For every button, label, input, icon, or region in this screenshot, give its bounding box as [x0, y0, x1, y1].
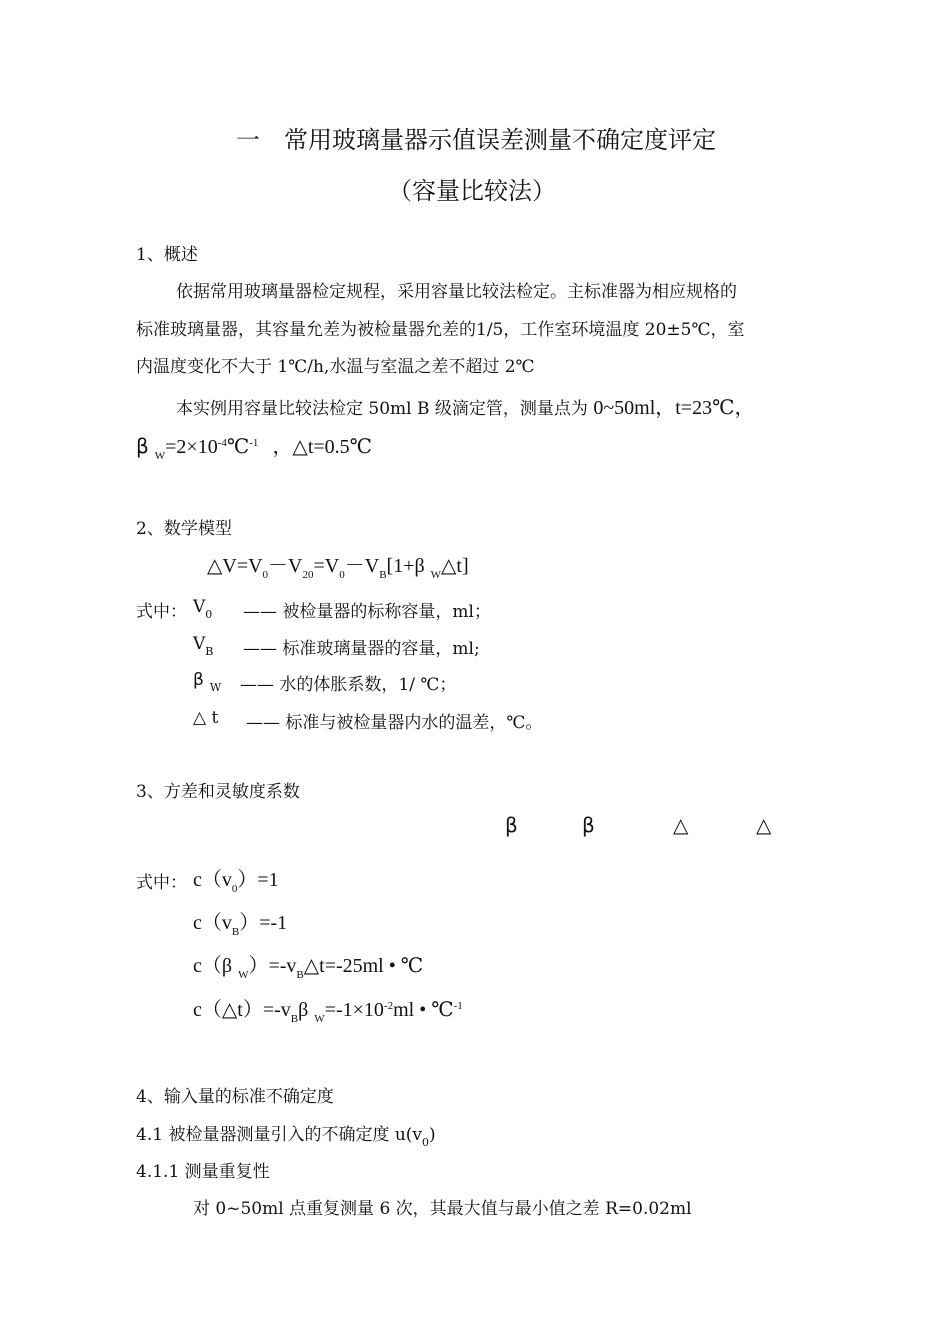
- subscript: B: [231, 926, 240, 938]
- var-symbol: β: [193, 670, 204, 690]
- paragraph-line: [176, 391, 754, 420]
- coef-text: △t=-25ml • ℃: [303, 955, 424, 977]
- var-betaw-desc: —— 水的体胀系数，1/ ℃；: [240, 675, 457, 695]
- subsection-4-1-1: 4.1.1 测量重复性: [136, 1162, 270, 1182]
- subsection-4-1: [136, 1120, 436, 1149]
- formula-part: －V: [268, 555, 303, 577]
- superscript: -1: [249, 437, 259, 449]
- subscript: W: [430, 569, 442, 581]
- subscript: B: [379, 569, 387, 581]
- coef-text: c（β: [193, 955, 233, 977]
- subscript: B: [296, 969, 304, 981]
- subscript: B: [205, 645, 214, 658]
- coef-text: ）=-1: [239, 912, 288, 934]
- section-4-heading: 4、输入量的标准不确定度: [136, 1087, 334, 1107]
- formula-part: △V=V: [207, 555, 263, 577]
- coef-text: c（v: [193, 869, 232, 891]
- model-formula: [207, 549, 469, 581]
- where-label: 式中：: [136, 873, 187, 893]
- subscript: 0: [231, 883, 238, 895]
- subscript: 0: [205, 608, 213, 621]
- coef-c-v0: [193, 863, 279, 895]
- unit-text: ℃: [226, 436, 250, 458]
- coef-value: =2×10: [165, 436, 218, 458]
- coef-text: ）=-v: [248, 955, 297, 977]
- coef-text: ml • ℃: [393, 999, 454, 1021]
- coef-text: β: [298, 999, 309, 1021]
- stray-delta-symbol: △: [673, 815, 689, 837]
- subscript: B: [290, 1013, 299, 1025]
- subscript: W: [314, 1013, 325, 1025]
- formula-part: △t]: [441, 555, 469, 577]
- var-dt-desc: —— 标准与被检量器内水的温差，℃。: [246, 713, 543, 733]
- document-title: 一 常用玻璃量器示值误差测量不确定度评定: [236, 126, 716, 154]
- repeatability-text: 对 0~50ml 点重复测量 6 次，其最大值与最小值之差 R=0.02ml: [193, 1199, 692, 1219]
- formula-part: =V: [313, 555, 340, 577]
- superscript: -2: [383, 1000, 394, 1012]
- beta-coefficient-line: [136, 430, 373, 462]
- section-3-heading: 3、方差和灵敏度系数: [136, 782, 300, 802]
- subsection-text: ): [429, 1125, 436, 1145]
- paragraph-line: 标准玻璃量器，其容量允差为被检量器允差的1/5，工作室环境温度 20±5℃，室: [136, 320, 745, 340]
- var-v0-desc: —— 被检量器的标称容量，ml；: [243, 602, 491, 622]
- var-symbol: V: [193, 634, 206, 654]
- var-vb: [193, 634, 214, 658]
- coef-c-vb: [193, 906, 288, 938]
- var-symbol: V: [193, 597, 206, 617]
- subscript: W: [209, 681, 222, 694]
- var-v0: [193, 597, 213, 621]
- coef-text: =-1×10: [324, 999, 384, 1021]
- superscript: -1: [453, 1000, 463, 1012]
- coef-c-betaw: [193, 949, 424, 981]
- subscript: 0: [262, 569, 269, 581]
- var-betaw: [193, 670, 222, 694]
- delta-t-text: ，△t=0.5℃: [272, 436, 373, 458]
- coef-text: c（v: [193, 912, 232, 934]
- coef-text: c（△t）=-v: [193, 999, 291, 1021]
- subscript: 0: [339, 569, 345, 581]
- where-label: 式中：: [136, 602, 187, 622]
- formula-part: [1+β: [386, 555, 425, 577]
- section-1-heading: 1、概述: [136, 245, 198, 265]
- paragraph-line: 内温度变化不大于 1℃/h,水温与室温之差不超过 2℃: [136, 357, 535, 377]
- example-text: 本实例用容量比较法检定 50ml B 级滴定管，测量点为: [176, 399, 588, 419]
- var-dt: △ t: [193, 708, 219, 728]
- subscript: 0: [422, 1136, 430, 1149]
- section-2-heading: 2、数学模型: [136, 519, 232, 539]
- coef-text: ）=1: [237, 869, 279, 891]
- subscript: 20: [302, 569, 314, 581]
- subscript: W: [238, 969, 249, 981]
- stray-beta-symbol: β: [582, 813, 595, 837]
- subscript: W: [154, 450, 166, 462]
- formula-part: －V: [344, 555, 380, 577]
- coef-c-dt: [193, 993, 463, 1025]
- document-subtitle: （容量比较法）: [388, 177, 556, 205]
- superscript: -4: [217, 437, 227, 449]
- measure-point-text: 0~50ml，t=23℃，: [593, 397, 755, 419]
- stray-beta-symbol: β: [505, 813, 518, 837]
- beta-symbol: β: [136, 434, 149, 458]
- paragraph-line: 依据常用玻璃量器检定规程，采用容量比较法检定。主标准器为相应规格的: [176, 282, 737, 302]
- stray-delta-symbol: △: [756, 815, 772, 837]
- var-vb-desc: —— 标准玻璃量器的容量，ml;: [243, 639, 480, 659]
- subsection-text: 4.1 被检量器测量引入的不确定度 u(v: [136, 1125, 423, 1145]
